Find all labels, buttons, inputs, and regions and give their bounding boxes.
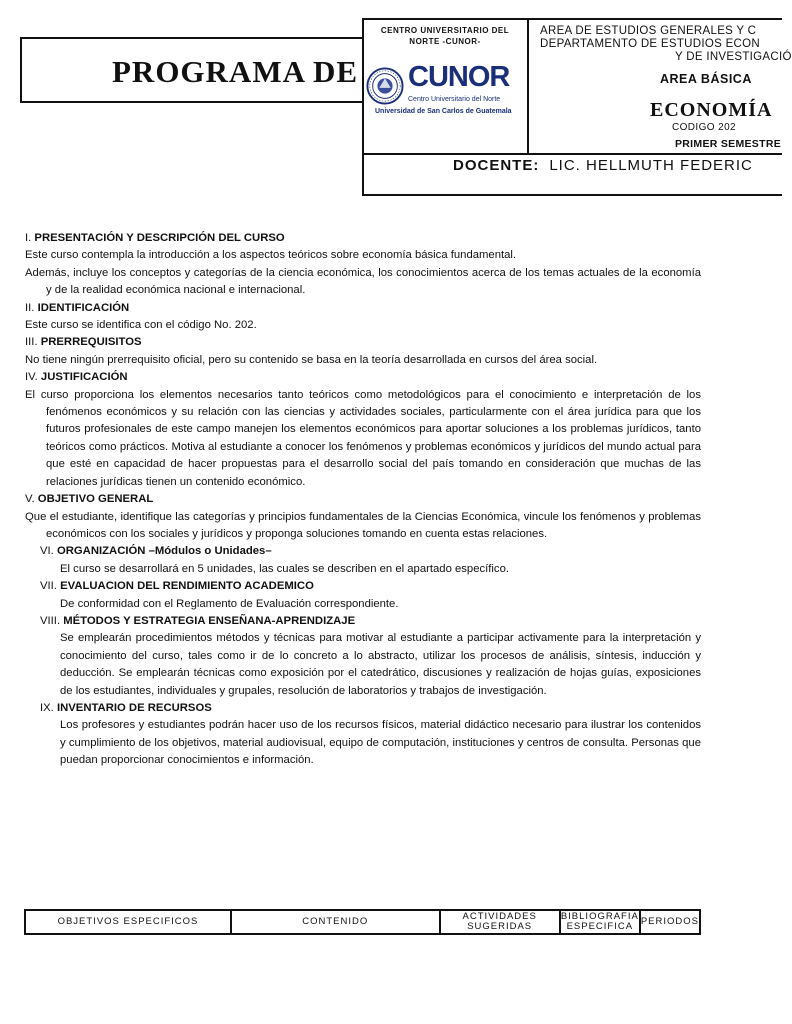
col-actividades: ACTIVIDADES SUGERIDAS	[440, 910, 560, 934]
section-2-paragraph: Este curso se identifica con el código No. 202.	[25, 319, 257, 332]
cunor-logo-text: CUNOR	[408, 61, 510, 93]
units-table-header	[24, 909, 701, 935]
section-1-paragraph-2: Además, incluye los conceptos y categorías de la ciencia económica, los conocimientos acerca de los temas actuales de la economía y de la realidad económica nacional e internacional.	[25, 266, 701, 297]
semester: PRIMER SEMESTRE	[675, 138, 782, 150]
document-title: PROGRAMA DE	[112, 54, 359, 89]
section-heading-3: III. PRERREQUISITOS	[25, 336, 142, 349]
area-line-1: AREA DE ESTUDIOS GENERALES Y C	[540, 25, 757, 37]
section-6-paragraph: El curso se desarrollará en 5 unidades, las cuales se describen en el apartado específico.	[60, 562, 510, 575]
section-heading-8: VIII. MÉTODOS Y ESTRATEGIA ENSEÑANA-APRENDIZAJE	[40, 614, 356, 627]
section-heading-1: I. PRESENTACIÓN Y DESCRIPCIÓN DEL CURSO	[25, 232, 285, 244]
section-heading-4: IV. JUSTIFICACIÓN	[25, 371, 128, 384]
section-8-paragraph: Se emplearán procedimientos métodos y técnicas para motivar al estudiante a participar activamente para la interpretación y conocimiento del curso, tales como ir de lo concreto a lo abstracto, utilizar los procesos de análisis, síntesis, inducción y deducción. Se emplearán técnicas como exposición por el catedrático, discusiones y realización de hojas guías, exposiciones de los estudiantes, individuales y grupales, resolución de laboratorios y trabajos de investigación.	[60, 632, 701, 697]
header-divider-horizontal	[362, 153, 782, 155]
course-code: CODIGO 202	[672, 122, 737, 133]
cunor-logo-subtitle: Centro Universitario del Norte	[408, 96, 501, 103]
section-9-paragraph: Los profesores y estudiantes podrán hacer uso de los recursos físicos, material didáctico necesario para ilustrar los contenidos y cumplimiento de los objetivos, material audiovisual, equipo de computación, instituciones y centros de consulta. Personas que puedan proporcionar conocimientos e información.	[60, 719, 701, 767]
table-header-row	[25, 910, 700, 934]
col-contenido: CONTENIDO	[231, 910, 440, 934]
section-heading-5: V. OBJETIVO GENERAL	[25, 493, 154, 506]
col-objetivos: OBJETIVOS ESPECIFICOS	[25, 910, 231, 934]
section-heading-7: VII. EVALUACION DEL RENDIMIENTO ACADEMICO	[40, 580, 314, 593]
area-line-2: DEPARTAMENTO DE ESTUDIOS ECON	[540, 38, 760, 50]
docente-line	[453, 157, 753, 174]
section-4-paragraph: El curso proporciona los elementos necesarios tanto teóricos como metodológicos para el conocimiento e interpretación de los fenómenos económicos y su relación con las ciencias y actividades sociales, particularmente con el área jurídica para que los futuros profesionales de este campo manejen los elementos económicos para aportar soluciones a los problemas jurídicos, tanto teóricos como prácticos. Motiva al estudiante a conocer los fenómenos y problemas económicos y jurídicos del mundo actual para que esté en capacidad de hacer propuestas para el desarrollo social del país tomando en consideración que muchas de las relaciones jurídicas tienen un contenido económico.	[25, 388, 701, 488]
university-seal-icon	[366, 66, 404, 106]
section-heading-6: VI. ORGANIZACIÓN –Módulos o Unidades–	[40, 545, 272, 558]
section-5-paragraph: Que el estudiante, identifique las categorías y principios fundamentales de la Ciencias Económica, vincule los fenómenos y problemas económicos con los sociales y jurídicos y proponga soluciones tomando en cuenta estas relaciones.	[25, 510, 701, 540]
col-bibliografia: BIBLIOGRAFIA ESPECIFICA	[560, 911, 639, 932]
docente-label: DOCENTE:	[453, 157, 540, 174]
section-heading-2: II. IDENTIFICACIÓN	[25, 301, 130, 314]
university-name: Universidad de San Carlos de Guatemala	[375, 108, 512, 115]
title-box	[20, 37, 364, 103]
section-3-paragraph: No tiene ningún prerrequisito oficial, pero su contenido se basa en la teoría desarrollada en cursos del área social.	[25, 353, 598, 366]
col-periodos: PERIODOS	[640, 910, 700, 934]
cunor-heading: CENTRO UNIVERSITARIO DEL NORTE -CUNOR-	[380, 26, 510, 46]
header-divider-vertical	[527, 18, 529, 155]
section-1-paragraph-1: Este curso contempla la introducción a los aspectos teóricos sobre economía básica fundamental.	[25, 249, 517, 262]
docente-name: LIC. HELLMUTH FEDERIC	[549, 157, 753, 174]
course-name: ECONOMÍA	[650, 99, 773, 121]
department-block	[540, 25, 792, 64]
section-7-paragraph: De conformidad con el Reglamento de Evaluación correspondiente.	[60, 597, 399, 610]
section-heading-9: IX. INVENTARIO DE RECURSOS	[40, 701, 212, 714]
area-basica: AREA BÁSICA	[660, 72, 752, 86]
document-body	[25, 230, 701, 770]
area-line-3: Y DE INVESTIGACIÓ	[675, 51, 792, 63]
